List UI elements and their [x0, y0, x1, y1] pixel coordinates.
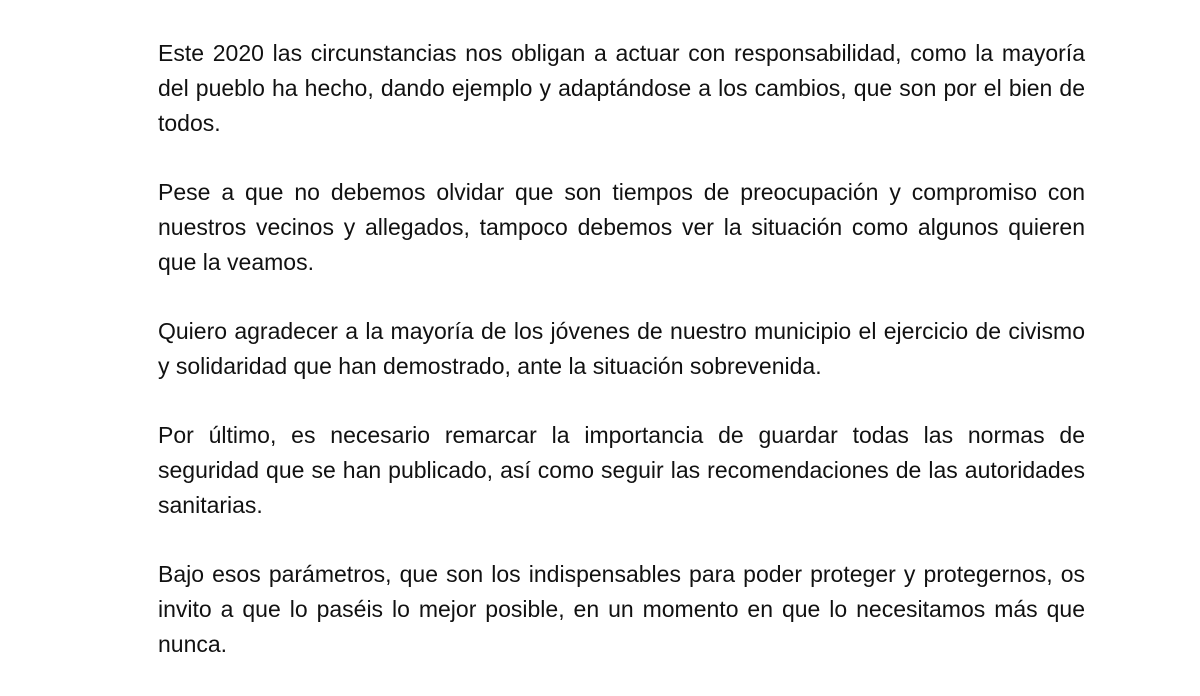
document-page	[158, 36, 1085, 696]
paragraph-1: Este 2020 las circunstancias nos obligan a actuar con responsabilidad, como la mayoría del pueblo ha hecho, dando ejemplo y adaptándose a los cambios, que son por el bien de todos.	[158, 40, 1085, 136]
paragraph-5: Bajo esos parámetros, que son los indispensables para poder proteger y protegernos, os invito a que lo paséis lo mejor posible, en un momento en que lo necesitamos más que nunca.	[158, 561, 1085, 657]
paragraph-4: Por último, es necesario remarcar la importancia de guardar todas las normas de seguridad que se han publicado, así como seguir las recomendaciones de las autoridades sanitarias.	[158, 422, 1085, 518]
paragraph-3: Quiero agradecer a la mayoría de los jóvenes de nuestro municipio el ejercicio de civismo y solidaridad que han demostrado, ante la situación sobrevenida.	[158, 318, 1085, 379]
paragraph-2: Pese a que no debemos olvidar que son tiempos de preocupación y compromiso con nuestros vecinos y allegados, tampoco debemos ver la situación como algunos quieren que la veamos.	[158, 179, 1085, 275]
